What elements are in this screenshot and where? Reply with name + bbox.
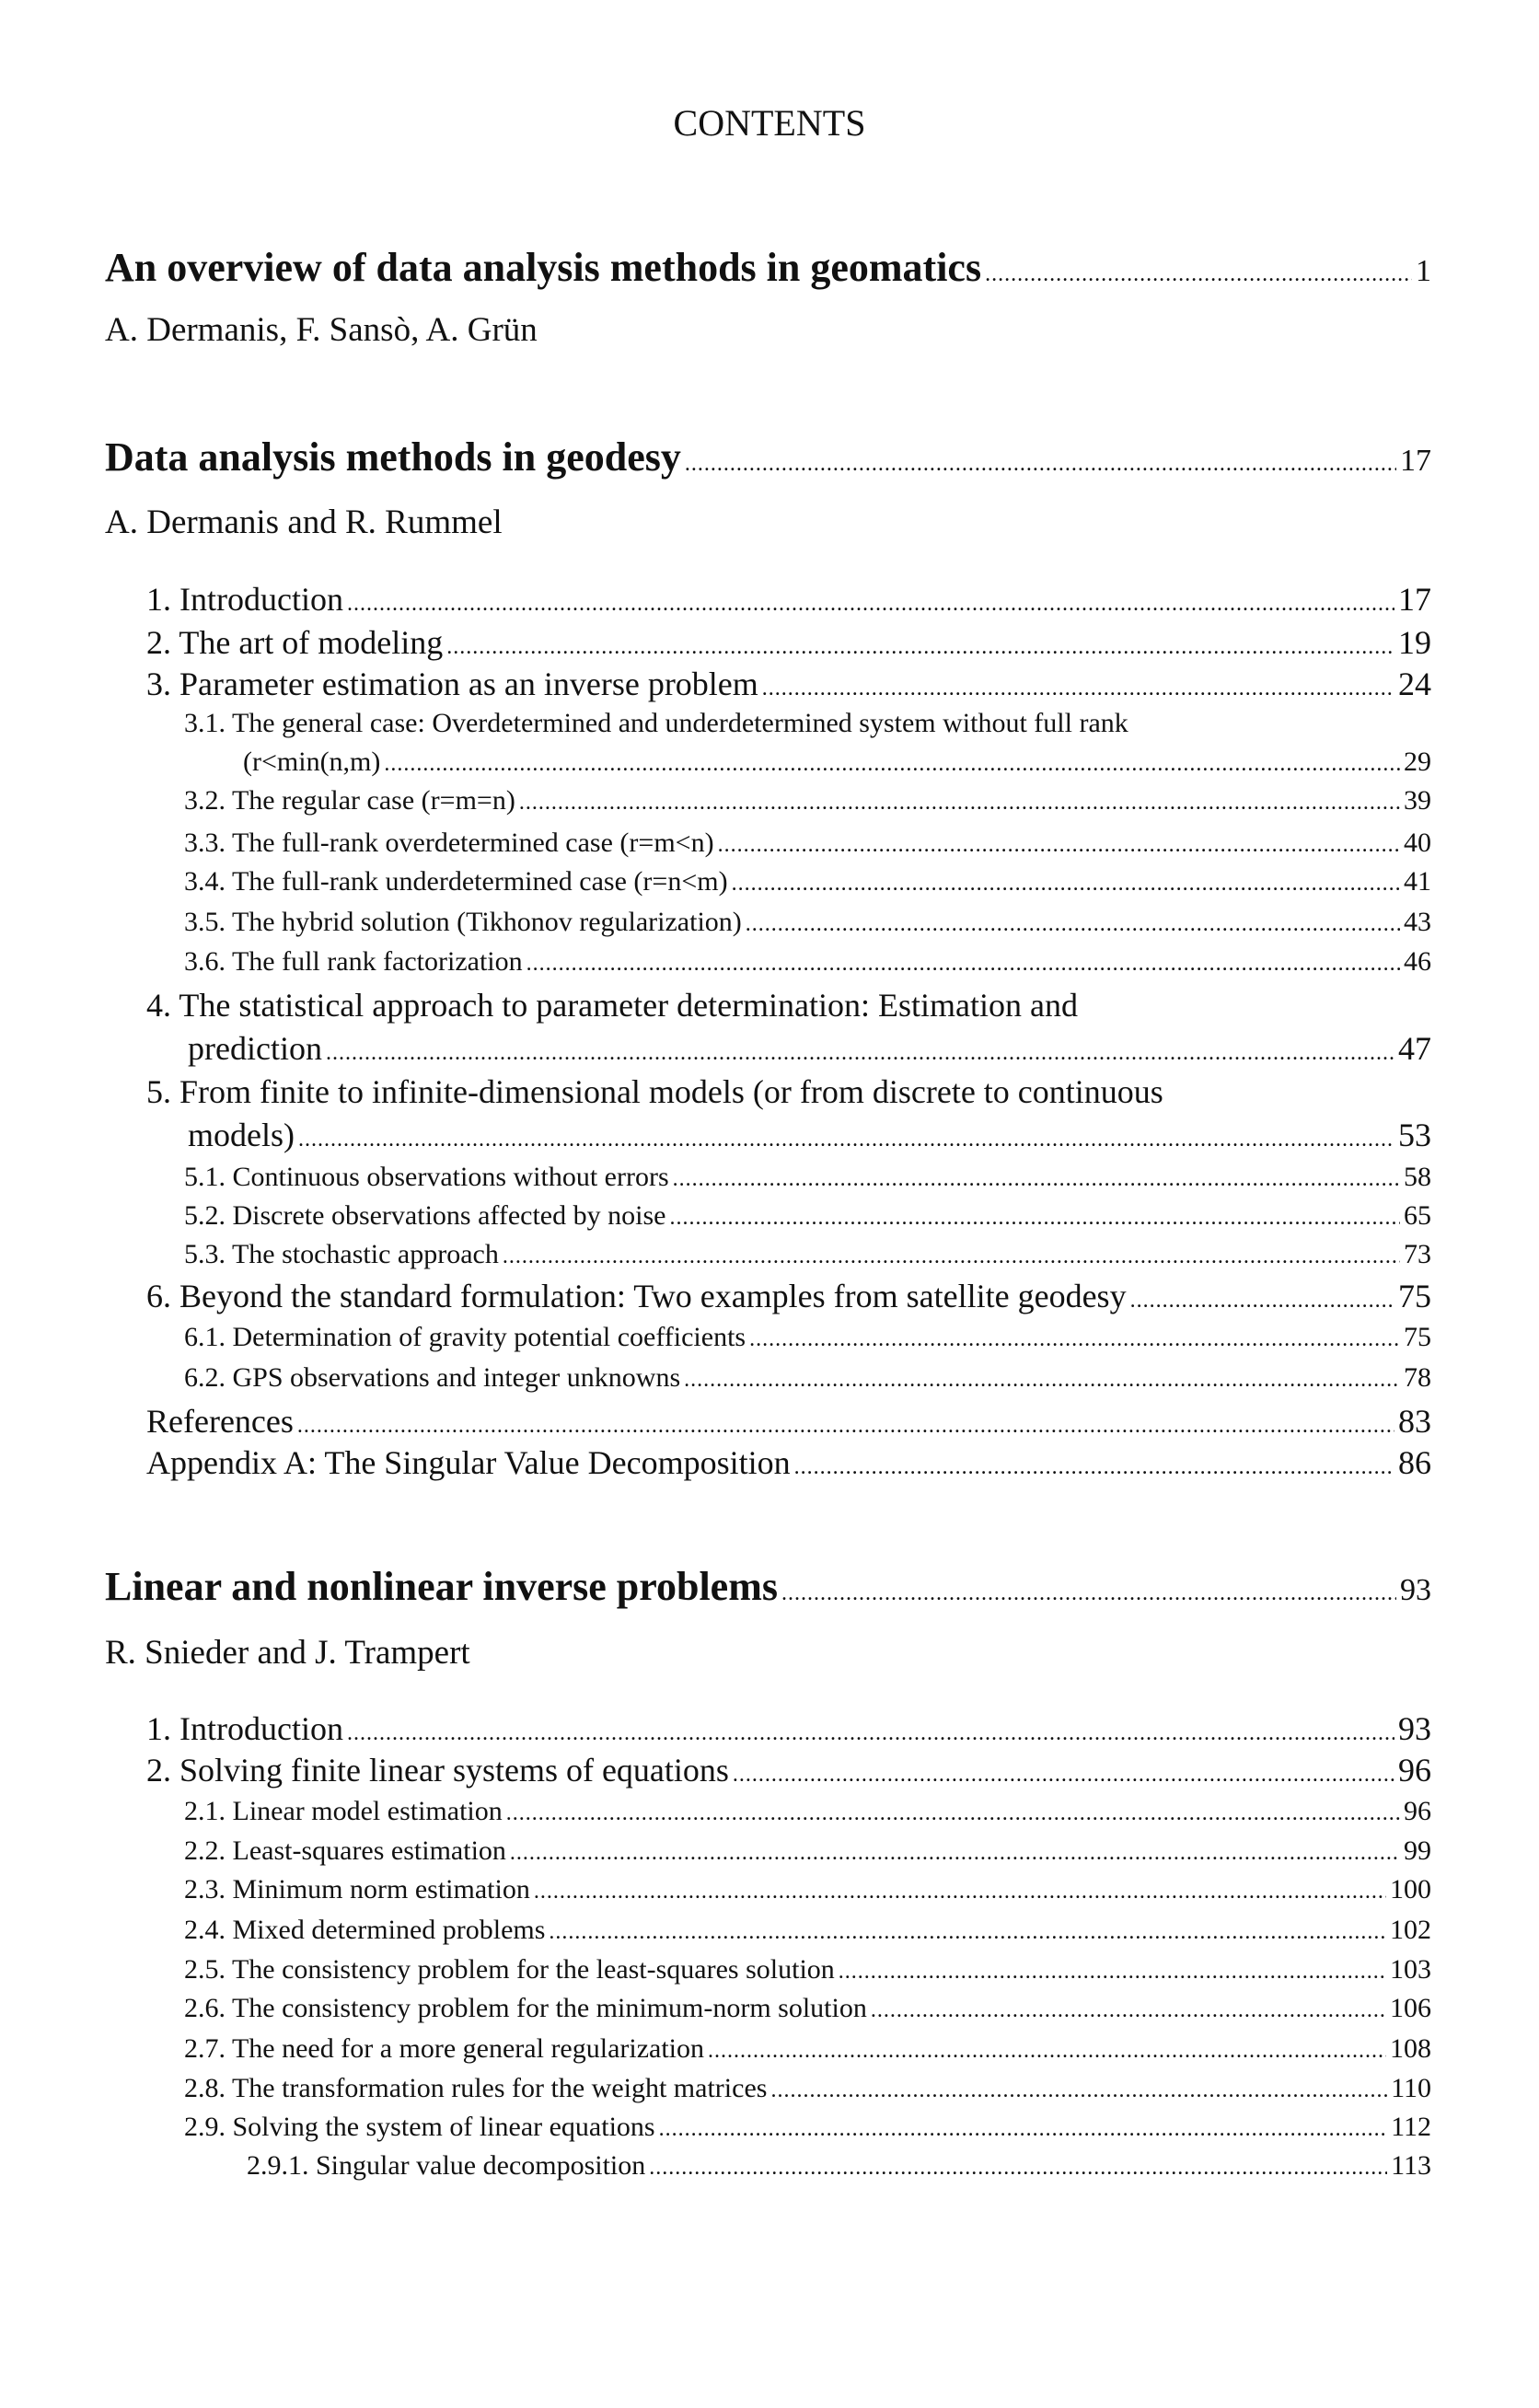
dot-leader — [526, 952, 1400, 977]
page-number: 41 — [1404, 866, 1431, 897]
dot-leader — [669, 1206, 1400, 1231]
dot-leader — [781, 1581, 1396, 1606]
toc-entry[interactable] — [184, 946, 1431, 978]
dot-leader — [510, 1841, 1400, 1866]
page-number: 24 — [1398, 665, 1431, 702]
toc-entry[interactable] — [188, 1029, 1431, 1068]
toc-entry-label: 5.2. Discrete observations affected by noise — [184, 1199, 666, 1231]
dot-leader — [839, 1960, 1386, 1985]
toc-entry-line[interactable] — [146, 986, 1431, 1025]
page-number: 78 — [1404, 1361, 1431, 1393]
toc-entry-label: 6.2. GPS observations and integer unknowns — [184, 1361, 681, 1393]
page-number: 46 — [1404, 946, 1431, 978]
toc-entry-label: 2.2. Least-squares estimation — [184, 1835, 506, 1867]
page-title: CONTENTS — [673, 102, 866, 144]
page-number: 75 — [1398, 1278, 1431, 1315]
toc-entry[interactable] — [184, 2112, 1431, 2143]
toc-entry-label: Appendix A: The Singular Value Decomposition — [146, 1443, 791, 1481]
dot-leader — [446, 635, 1394, 660]
section-title-link[interactable] — [105, 1563, 1431, 1610]
page-number: 17 — [1400, 443, 1431, 478]
toc-entry[interactable] — [243, 747, 1431, 778]
toc-entry[interactable] — [184, 2073, 1431, 2104]
page-number: 96 — [1404, 1796, 1431, 1827]
toc-entry-label: 1. Introduction — [146, 580, 343, 618]
dot-leader — [708, 2039, 1386, 2064]
page-number: 1 — [1416, 254, 1431, 289]
toc-entry-line[interactable] — [184, 708, 1431, 739]
page-number: 58 — [1404, 1162, 1431, 1193]
toc-entry[interactable] — [146, 1277, 1431, 1315]
toc-entry-label: 2.9. Solving the system of linear equations — [184, 2111, 655, 2142]
toc-entry-label: 2. The art of modeling — [146, 623, 444, 661]
toc-entry-label: 4. The statistical approach to parameter determination: Estimation and — [146, 987, 1079, 1025]
toc-entry[interactable] — [184, 828, 1431, 859]
toc-entry-label-continued: prediction — [188, 1029, 322, 1067]
page-number: 93 — [1400, 1573, 1431, 1608]
toc-entry-label: 3.3. The full-rank overdetermined case (r=m<n) — [184, 828, 714, 859]
toc-entry[interactable] — [184, 907, 1431, 938]
toc-entry-label: 5.3. The stochastic approach — [184, 1238, 499, 1269]
toc-entry-label: 3.1. The general case: Overdetermined and underdetermined system without full rank — [184, 707, 1128, 738]
dot-leader — [297, 1414, 1394, 1439]
toc-entry[interactable] — [184, 1954, 1431, 1985]
page-number: 43 — [1404, 906, 1431, 937]
toc-entry[interactable] — [184, 866, 1431, 897]
page-number: 108 — [1390, 2032, 1431, 2064]
toc-entry[interactable] — [146, 1709, 1431, 1748]
section-title: Linear and nonlinear inverse problems — [105, 1564, 778, 1610]
dot-leader — [659, 2117, 1388, 2142]
toc-entry-label: 2.3. Minimum norm estimation — [184, 1874, 530, 1905]
dot-leader — [685, 452, 1396, 477]
dot-leader — [347, 1721, 1394, 1746]
section-title: Data analysis methods in geodesy — [105, 434, 681, 480]
page-number: 112 — [1391, 2111, 1431, 2142]
section-authors: A. Dermanis and R. Rummel — [105, 503, 503, 541]
toc-entry-label: 2. Solving finite linear systems of equations — [146, 1752, 729, 1789]
toc-entry[interactable] — [184, 1796, 1431, 1827]
dot-leader — [649, 2156, 1387, 2181]
section-title-link[interactable] — [105, 434, 1431, 480]
toc-entry-label: 3.6. The full rank factorization — [184, 946, 523, 978]
page-number: 40 — [1404, 828, 1431, 859]
toc-entry[interactable] — [184, 1200, 1431, 1232]
dot-leader — [746, 912, 1400, 937]
toc-entry-label-continued: models) — [188, 1116, 295, 1153]
toc-entry[interactable] — [184, 785, 1431, 816]
page-number: 17 — [1398, 580, 1431, 618]
toc-entry[interactable] — [146, 580, 1431, 619]
toc-entry[interactable] — [184, 1322, 1431, 1353]
toc-entry[interactable] — [247, 2150, 1431, 2182]
toc-entry-label: 2.7. The need for a more general regularization — [184, 2032, 705, 2064]
toc-entry-label: 5. From finite to infinite-dimensional models (or from discrete to continuous — [146, 1072, 1163, 1110]
toc-entry[interactable] — [184, 1993, 1431, 2024]
dot-leader — [519, 791, 1400, 816]
dot-leader — [732, 872, 1400, 897]
toc-entry-label: 3.2. The regular case (r=m=n) — [184, 784, 515, 816]
toc-entry-label: References — [146, 1402, 294, 1440]
dot-leader — [298, 1128, 1394, 1152]
dot-leader — [794, 1455, 1394, 1480]
dot-leader — [871, 1998, 1386, 2023]
toc-entry-label: 3. Parameter estimation as an inverse problem — [146, 665, 758, 702]
page-number: 65 — [1404, 1199, 1431, 1231]
section-title: An overview of data analysis methods in geomatics — [105, 245, 982, 291]
page-number: 106 — [1390, 1993, 1431, 2024]
toc-entry[interactable] — [146, 1402, 1431, 1441]
toc-entry-line[interactable] — [146, 1072, 1431, 1111]
toc-entry[interactable] — [146, 1443, 1431, 1482]
section-authors: R. Snieder and J. Trampert — [105, 1634, 470, 1673]
dot-leader — [326, 1041, 1394, 1066]
dot-leader — [762, 677, 1394, 701]
section-authors: A. Dermanis, F. Sansò, A. Grün — [105, 310, 538, 349]
toc-entry-label: 2.1. Linear model estimation — [184, 1796, 503, 1827]
toc-entry-label: 2.4. Mixed determined problems — [184, 1914, 546, 1945]
dot-leader — [503, 1245, 1400, 1269]
page-number: 29 — [1404, 746, 1431, 777]
page-number: 103 — [1390, 1954, 1431, 1985]
toc-entry[interactable] — [184, 1239, 1431, 1270]
toc-entry-label: 2.5. The consistency problem for the least-squares solution — [184, 1954, 835, 1985]
toc-entry[interactable] — [146, 623, 1431, 662]
page-number: 39 — [1404, 784, 1431, 816]
toc-entry-label: 2.6. The consistency problem for the minimum-norm solution — [184, 1993, 867, 2024]
page-number: 73 — [1404, 1238, 1431, 1269]
toc-entry-label: 2.8. The transformation rules for the weight matrices — [184, 2072, 768, 2103]
page-number: 47 — [1398, 1029, 1431, 1067]
toc-entry-label: 3.5. The hybrid solution (Tikhonov regularization) — [184, 906, 742, 937]
toc-entry-label: 2.9.1. Singular value decomposition — [247, 2149, 646, 2181]
page-number: 113 — [1391, 2149, 1431, 2181]
toc-entry-label: 1. Introduction — [146, 1710, 343, 1747]
dot-leader — [718, 833, 1400, 858]
dot-leader — [985, 262, 1412, 287]
toc-entry[interactable] — [184, 2033, 1431, 2065]
toc-entry-label: 6. Beyond the standard formulation: Two examples from satellite geodesy — [146, 1278, 1127, 1315]
dot-leader — [384, 752, 1400, 777]
toc-entry-label: 5.1. Continuous observations without errors — [184, 1162, 669, 1193]
dot-leader — [733, 1763, 1394, 1788]
page-number: 93 — [1398, 1710, 1431, 1747]
dot-leader — [549, 1920, 1386, 1945]
toc-entry[interactable] — [146, 665, 1431, 703]
page-number: 96 — [1398, 1752, 1431, 1789]
toc-entry-label-continued: (r<min(n,m) — [243, 746, 381, 777]
dot-leader — [1130, 1289, 1394, 1314]
toc-entry[interactable] — [188, 1116, 1431, 1154]
page-number: 83 — [1398, 1402, 1431, 1440]
toc-entry-label: 6.1. Determination of gravity potential coefficients — [184, 1322, 746, 1353]
dot-leader — [749, 1327, 1400, 1352]
toc-entry-label: 3.4. The full-rank underdetermined case (r=n<m) — [184, 866, 728, 897]
dot-leader — [770, 2078, 1387, 2103]
dot-leader — [506, 1801, 1400, 1826]
page-number: 53 — [1398, 1116, 1431, 1153]
dot-leader — [684, 1368, 1400, 1393]
dot-leader — [534, 1880, 1386, 1904]
page-number: 102 — [1390, 1914, 1431, 1945]
page-number: 75 — [1404, 1322, 1431, 1353]
page-number: 99 — [1404, 1835, 1431, 1867]
dot-leader — [673, 1167, 1400, 1192]
toc-entry[interactable] — [184, 1362, 1431, 1394]
page-number: 110 — [1391, 2072, 1431, 2103]
toc-entry[interactable] — [184, 1162, 1431, 1193]
toc-entry[interactable] — [184, 1835, 1431, 1867]
toc-entry[interactable] — [184, 1915, 1431, 1946]
toc-entry[interactable] — [146, 1751, 1431, 1789]
dot-leader — [347, 592, 1394, 617]
toc-entry[interactable] — [184, 1874, 1431, 1905]
section-title-link[interactable] — [105, 244, 1431, 291]
page-number: 86 — [1398, 1443, 1431, 1481]
page-number: 19 — [1398, 623, 1431, 661]
page-number: 100 — [1390, 1874, 1431, 1905]
